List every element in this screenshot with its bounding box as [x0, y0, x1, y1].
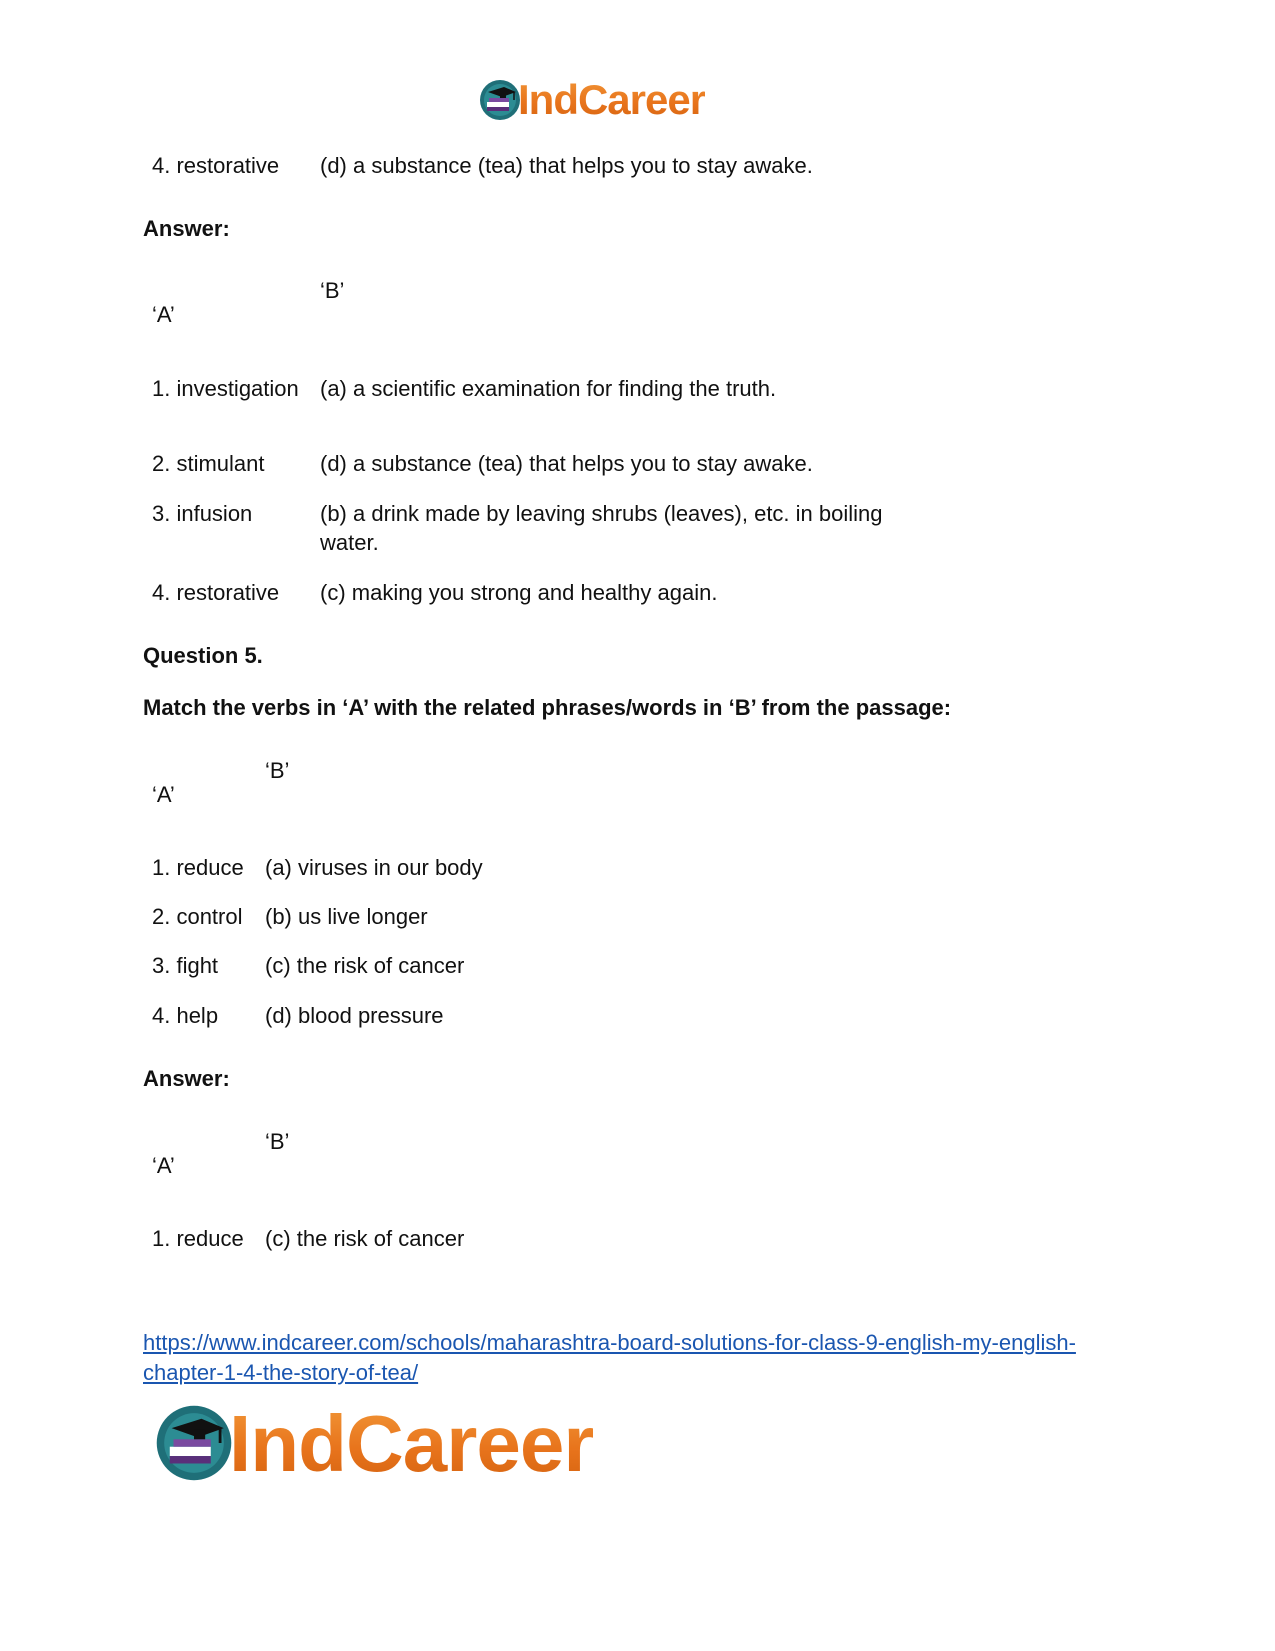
column-header-b: ‘B’ — [320, 278, 345, 303]
top-row-a: 4. restorative — [152, 153, 280, 178]
answer-heading: Answer: — [143, 1066, 230, 1091]
graduation-cap-books-icon — [153, 1402, 235, 1484]
table-row-b: (b) us live longer — [265, 904, 428, 929]
source-link[interactable] — [143, 1328, 1143, 1388]
question-instruction: Match the verbs in ‘A’ with the related phrases/words in ‘B’ from the passage: — [143, 695, 952, 720]
table-row-a: 2. stimulant — [152, 451, 265, 476]
table-row-a: 4. restorative — [152, 580, 280, 605]
source-link-line-1[interactable]: https://www.indcareer.com/schools/maharashtra-board-solutions-for-class-9-english-my-english- — [143, 1330, 1076, 1355]
table-row-b: (a) a scientific examination for finding the truth. — [320, 376, 777, 401]
table-row-a: 1. reduce — [152, 855, 244, 880]
table-row-b: (c) the risk of cancer — [265, 953, 465, 978]
answer-heading: Answer: — [143, 216, 230, 241]
question-heading: Question 5. — [143, 643, 263, 668]
table-row-a: 3. infusion — [152, 501, 253, 526]
table-row-a: 1. investigation — [152, 376, 299, 401]
table-row-a: 1. reduce — [152, 1226, 244, 1251]
column-header-b: ‘B’ — [265, 758, 290, 783]
top-row-b: (d) a substance (tea) that helps you to stay awake. — [320, 153, 813, 178]
column-header-a: ‘A’ — [152, 302, 175, 327]
header-logo-text: IndCareer — [518, 74, 705, 126]
table-row-a: 4. help — [152, 1003, 219, 1028]
table-row-b: (c) the risk of cancer — [265, 1226, 465, 1251]
column-header-a: ‘A’ — [152, 782, 175, 807]
table-row-b: (d) blood pressure — [265, 1003, 444, 1028]
table-row-b: (a) viruses in our body — [265, 855, 483, 880]
footer-logo-text: IndCareer — [229, 1399, 594, 1488]
table-row-a: 2. control — [152, 904, 243, 929]
table-row-b: (d) a substance (tea) that helps you to stay awake. — [320, 451, 813, 476]
column-header-b: ‘B’ — [265, 1129, 290, 1154]
table-row-b-continued: water. — [320, 530, 379, 555]
footer-logo — [153, 1398, 673, 1488]
column-header-a: ‘A’ — [152, 1153, 175, 1178]
table-row-a: 3. fight — [152, 953, 219, 978]
table-row-b: (c) making you strong and healthy again. — [320, 580, 718, 605]
graduation-cap-books-icon — [478, 78, 522, 122]
source-link-line-2[interactable]: chapter-1-4-the-story-of-tea/ — [143, 1360, 419, 1385]
table-row-b: (b) a drink made by leaving shrubs (leaves), etc. in boiling — [320, 501, 883, 526]
